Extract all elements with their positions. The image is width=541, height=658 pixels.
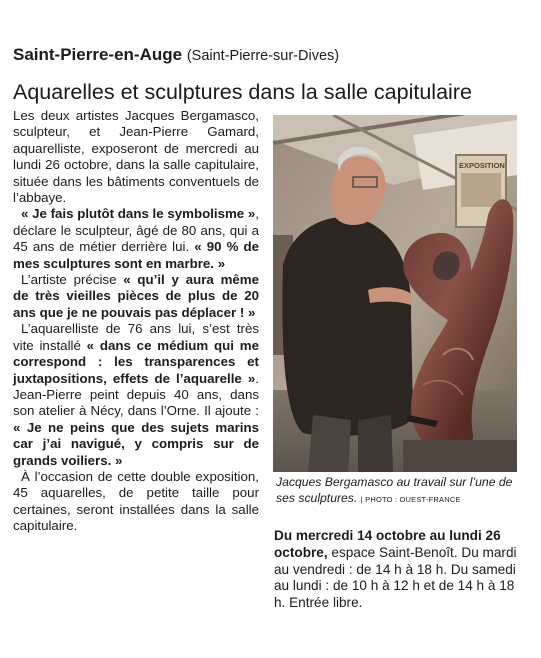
caption-text: Jacques Bergamasco au travail sur l’une de ses sculptures. <box>276 475 513 505</box>
quote-symbolism: « Je fais plutôt dans le symbolisme » <box>21 206 256 222</box>
article-headline: Aquarelles et sculptures dans la salle capitulaire <box>13 80 472 104</box>
practical-info <box>274 528 528 612</box>
paragraph-5: À l’occasion de cette double exposition, 45 aquarelles, de petite taille pour certaines, seront installées dans la salle capitulaire. <box>13 468 259 534</box>
article-body <box>13 108 259 535</box>
location-name: Saint-Pierre-en-Auge <box>13 45 183 64</box>
photo-credit: | PHOTO : OUEST-FRANCE <box>360 495 461 504</box>
paragraph-3-text: L’artiste précise <box>21 272 124 288</box>
paragraph-4-text-2: . Jean-Pierre peint depuis 40 ans, dans son atelier à Nécy, dans l’Orne. Il ajoute : <box>13 370 259 419</box>
quote-marine: « Je ne peins que des sujets marins car j’ai navigué, y compris sur de grands voiliers. » <box>13 419 259 468</box>
article-kicker <box>13 45 533 66</box>
poster-text: EXPOSITION <box>459 161 505 170</box>
paragraph-2 <box>13 206 259 272</box>
quote-medium: « dans ce médium qui me correspond : les transparences et juxtapositions, effets de l’aquarelle » <box>13 337 259 386</box>
quote-old-pieces: « qu’il y aura même de très vieilles pièces de plus de 20 ans que je ne pouvais pas déplacer ! » <box>13 272 260 320</box>
photo-caption <box>276 474 526 508</box>
paragraph-4 <box>13 321 259 469</box>
quote-marble: « 90 % de mes sculptures sont en marbre. » <box>13 239 260 271</box>
sculptor-photo <box>273 115 517 472</box>
paragraph-1: Les deux artistes Jacques Bergamasco, sculpteur, et Jean-Pierre Gamard, aquarelliste, exposeront de mercredi au lundi 26 octobre, dans la salle capitulaire, située dans les bâtiments conventuels de l’abbaye. <box>13 108 259 206</box>
paragraph-4-text: L’aquarelliste de 76 ans lui, s’est très vite installé <box>13 321 259 353</box>
paragraph-3 <box>13 272 259 321</box>
paragraph-2-text: , déclare le sculpteur, âgé de 80 ans, qui a 45 ans de métier derrière lui. <box>13 206 259 255</box>
sublocation-name: (Saint-Pierre-sur-Dives) <box>186 48 340 64</box>
info-dates: Du mercredi 14 octobre au lundi 26 octobre, <box>274 528 501 560</box>
info-details: espace Saint-Benoît. Du mardi au vendredi : de 14 h à 18 h. Du samedi au lundi : de 10 h à 12 h et de 14 h à 18 h. Entrée libre. <box>274 544 517 611</box>
